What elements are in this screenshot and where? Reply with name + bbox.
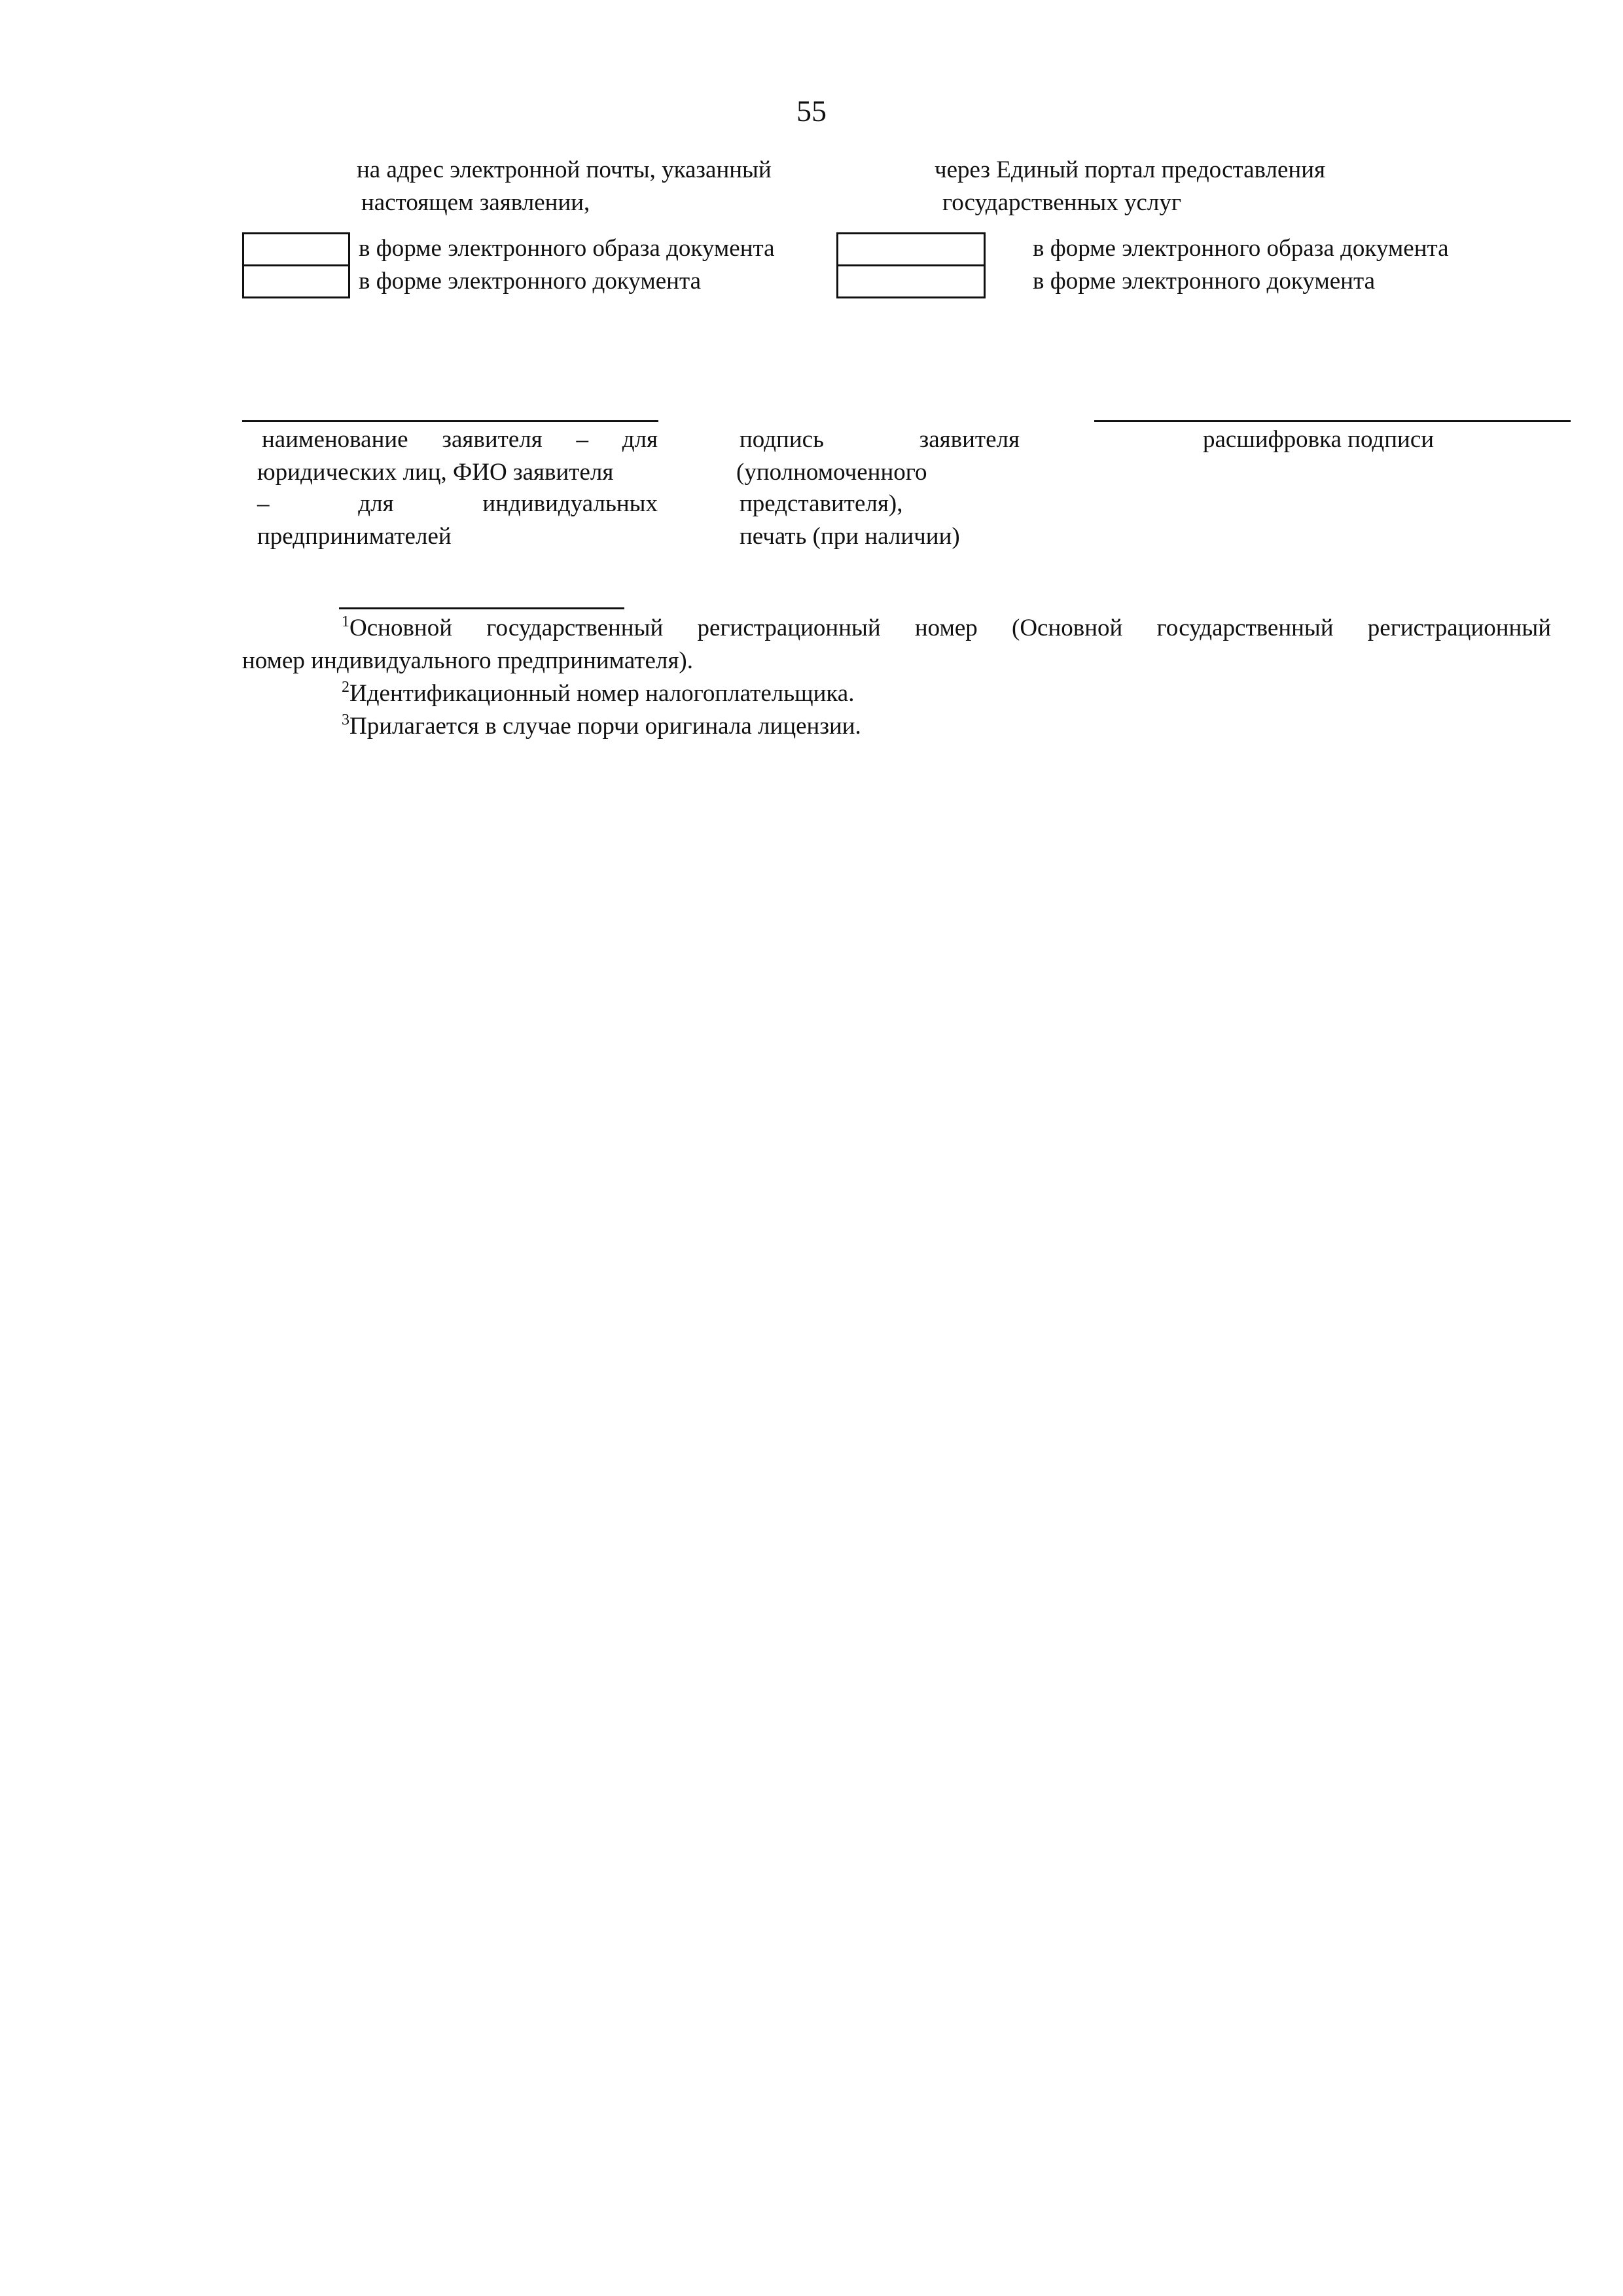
portal-option-line2: государственных услуг <box>942 189 1182 216</box>
name-caption-line1: наименование заявителя – для <box>262 426 658 453</box>
footnote-3: $^3$Прилагается в случае порчи оригинала лицензии. <box>342 711 861 740</box>
signature-caption-line4: печать (при наличии) <box>740 523 960 550</box>
name-caption-line3: – для индивидуальных <box>257 490 658 517</box>
footnote-separator <box>339 607 624 609</box>
footnote-1-line1: $^1$Основной государственный регистрационный номер (Основной государственный регистрационный <box>342 613 1552 641</box>
page-number: 55 <box>796 94 827 128</box>
name-caption-line4: предпринимателей <box>257 523 452 550</box>
signature-caption-line3: представителя), <box>740 490 903 517</box>
portal-electronic-image-checkbox[interactable] <box>836 232 986 266</box>
email-electronic-image-label: в форме электронного образа документа <box>359 235 775 262</box>
signature-caption-line2: (уполномоченного <box>736 459 927 486</box>
footnote-2: $^2$Идентификационный номер налогоплательщика. <box>342 679 855 707</box>
portal-electronic-image-label: в форме электронного образа документа <box>1033 235 1449 262</box>
signature-caption-line1: подпись заявителя <box>740 426 1020 453</box>
signature-decoding-line <box>1094 420 1571 422</box>
email-option-line1: на адрес электронной почты, указанный <box>357 156 772 183</box>
portal-option-line1: через Единый портал предоставления <box>935 156 1326 183</box>
applicant-name-line <box>242 420 658 422</box>
portal-electronic-document-label: в форме электронного документа <box>1033 268 1376 295</box>
email-electronic-document-checkbox[interactable] <box>242 264 350 298</box>
footnote-1-line2: номер индивидуального предпринимателя). <box>242 647 693 674</box>
decoding-caption: расшифровка подписи <box>1203 426 1435 453</box>
name-caption-line2: юридических лиц, ФИО заявителя <box>257 459 614 486</box>
email-electronic-document-label: в форме электронного документа <box>359 268 702 295</box>
email-option-line2: настоящем заявлении, <box>361 189 590 216</box>
portal-electronic-document-checkbox[interactable] <box>836 264 986 298</box>
email-electronic-image-checkbox[interactable] <box>242 232 350 266</box>
